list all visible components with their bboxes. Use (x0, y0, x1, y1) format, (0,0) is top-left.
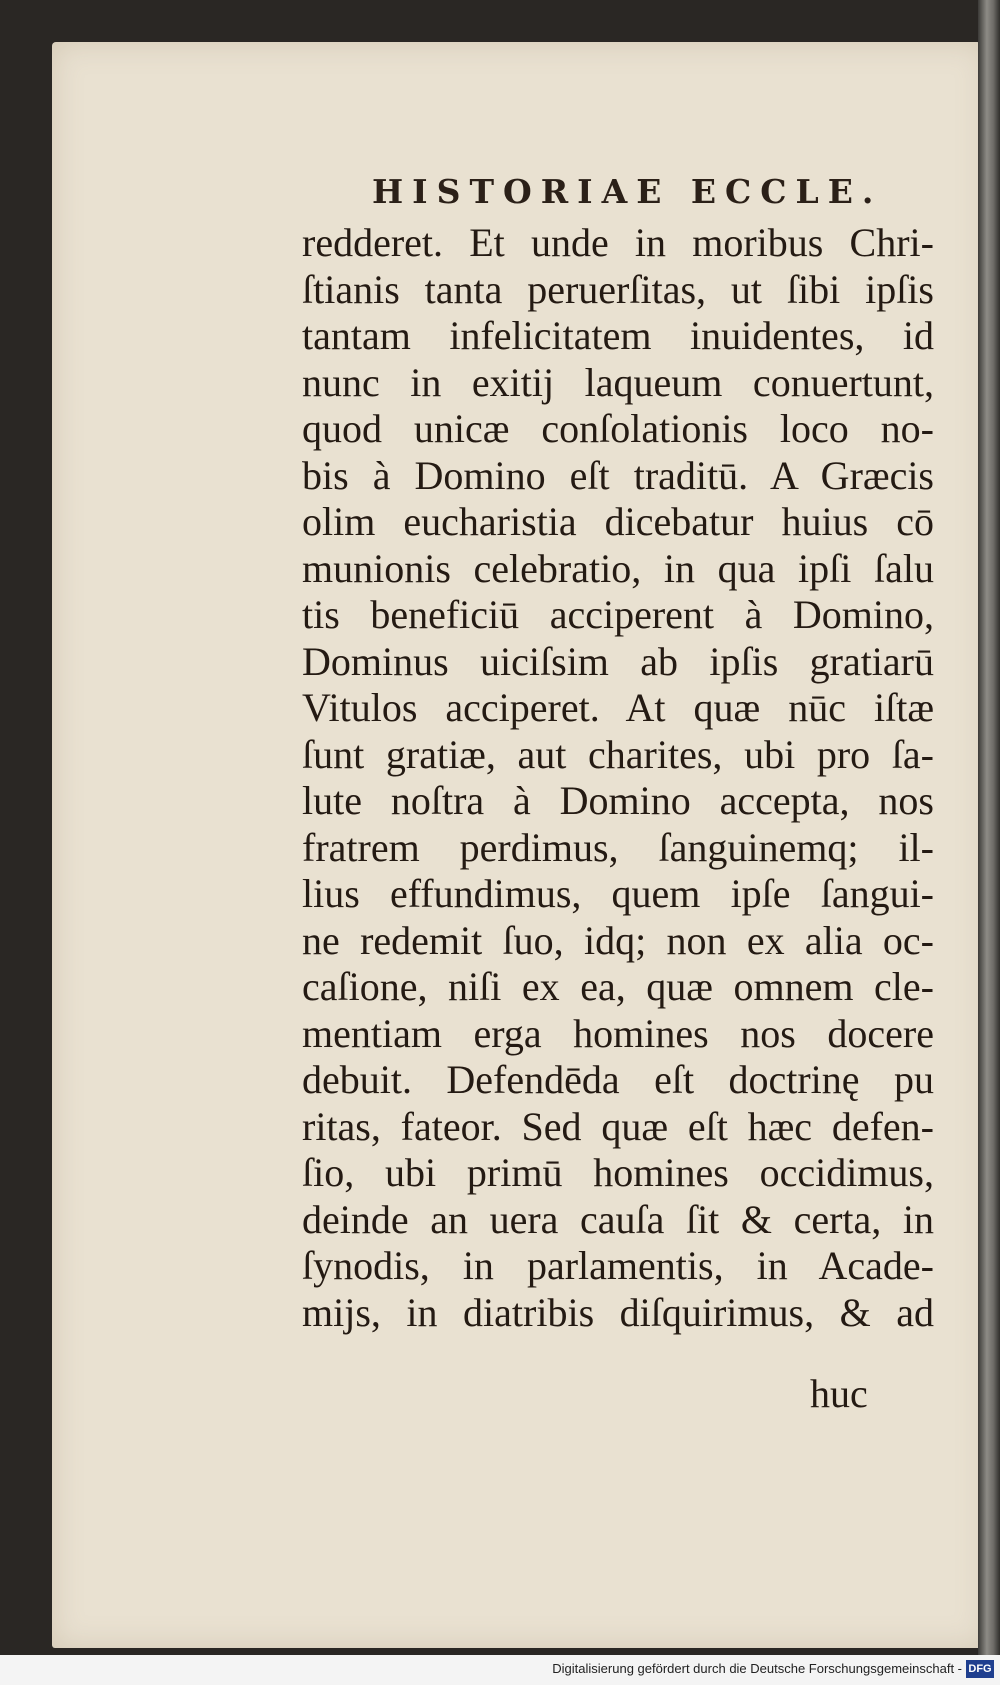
funding-credit: Digitalisierung gefördert durch die Deutsche Forschungsgemeinschaft - (552, 1661, 962, 1676)
text-line: nunc in exitij laqueum conuertunt, (302, 359, 934, 405)
dfg-logo-icon: DFG (966, 1660, 994, 1678)
text-line: Vitulos acciperet. At quæ nūc iſtæ (302, 685, 934, 730)
text-line: redderet. Et unde in moribus Chri- (302, 220, 934, 265)
text-line: ſio, ubi primū homines occidimus, (302, 1150, 934, 1195)
text-line: lius effundimus, quem ipſe ſangui- (302, 871, 934, 916)
catchword: huc (810, 1371, 868, 1416)
text-line: munionis celebratio, in qua ipſi ſalu (302, 545, 934, 591)
text-line: ne redemit ſuo, idq; non ex alia oc- (302, 917, 934, 963)
text-line: quod unicæ conſolationis loco no- (302, 406, 934, 451)
text-line: mijs, in diatribis diſquirimus, & ad (302, 1289, 934, 1335)
body-text (302, 220, 934, 1336)
text-line: mentiam erga homines nos docere (302, 1010, 934, 1056)
text-line: debuit. Defendēda eſt doctrinę pu (302, 1057, 934, 1102)
text-line: Dominus uiciſsim ab ipſis gratiarū (302, 638, 934, 684)
text-line: bis à Domino eſt traditū. A Græcis (302, 452, 934, 498)
text-line: olim eucharistia dicebatur huius cō (302, 499, 934, 544)
text-line: ſunt gratiæ, aut charites, ubi pro ſa- (302, 731, 934, 777)
text-line: ſynodis, in parlamentis, in Acade- (302, 1243, 934, 1288)
text-line: lute noſtra à Domino accepta, nos (302, 778, 934, 823)
text-line: ſtianis tanta peruerſitas, ut ſibi ipſis (302, 266, 934, 312)
running-head: HISTORIAE ECCLE. (372, 172, 883, 211)
text-line: tantam infelicitatem inuidentes, id (302, 313, 934, 358)
text-line: tis beneficiū acciperent à Domino, (302, 592, 934, 637)
text-line: ritas, fateor. Sed quæ eſt hæc defen- (302, 1103, 934, 1149)
text-line: caſione, niſi ex ea, quæ omnem cle- (302, 964, 934, 1009)
text-line: fratrem perdimus, ſanguinemq; il- (302, 824, 934, 870)
page-edge (978, 0, 1000, 1655)
digitization-footer (0, 1655, 1000, 1685)
text-line: deinde an uera cauſa ſit & certa, in (302, 1196, 934, 1242)
